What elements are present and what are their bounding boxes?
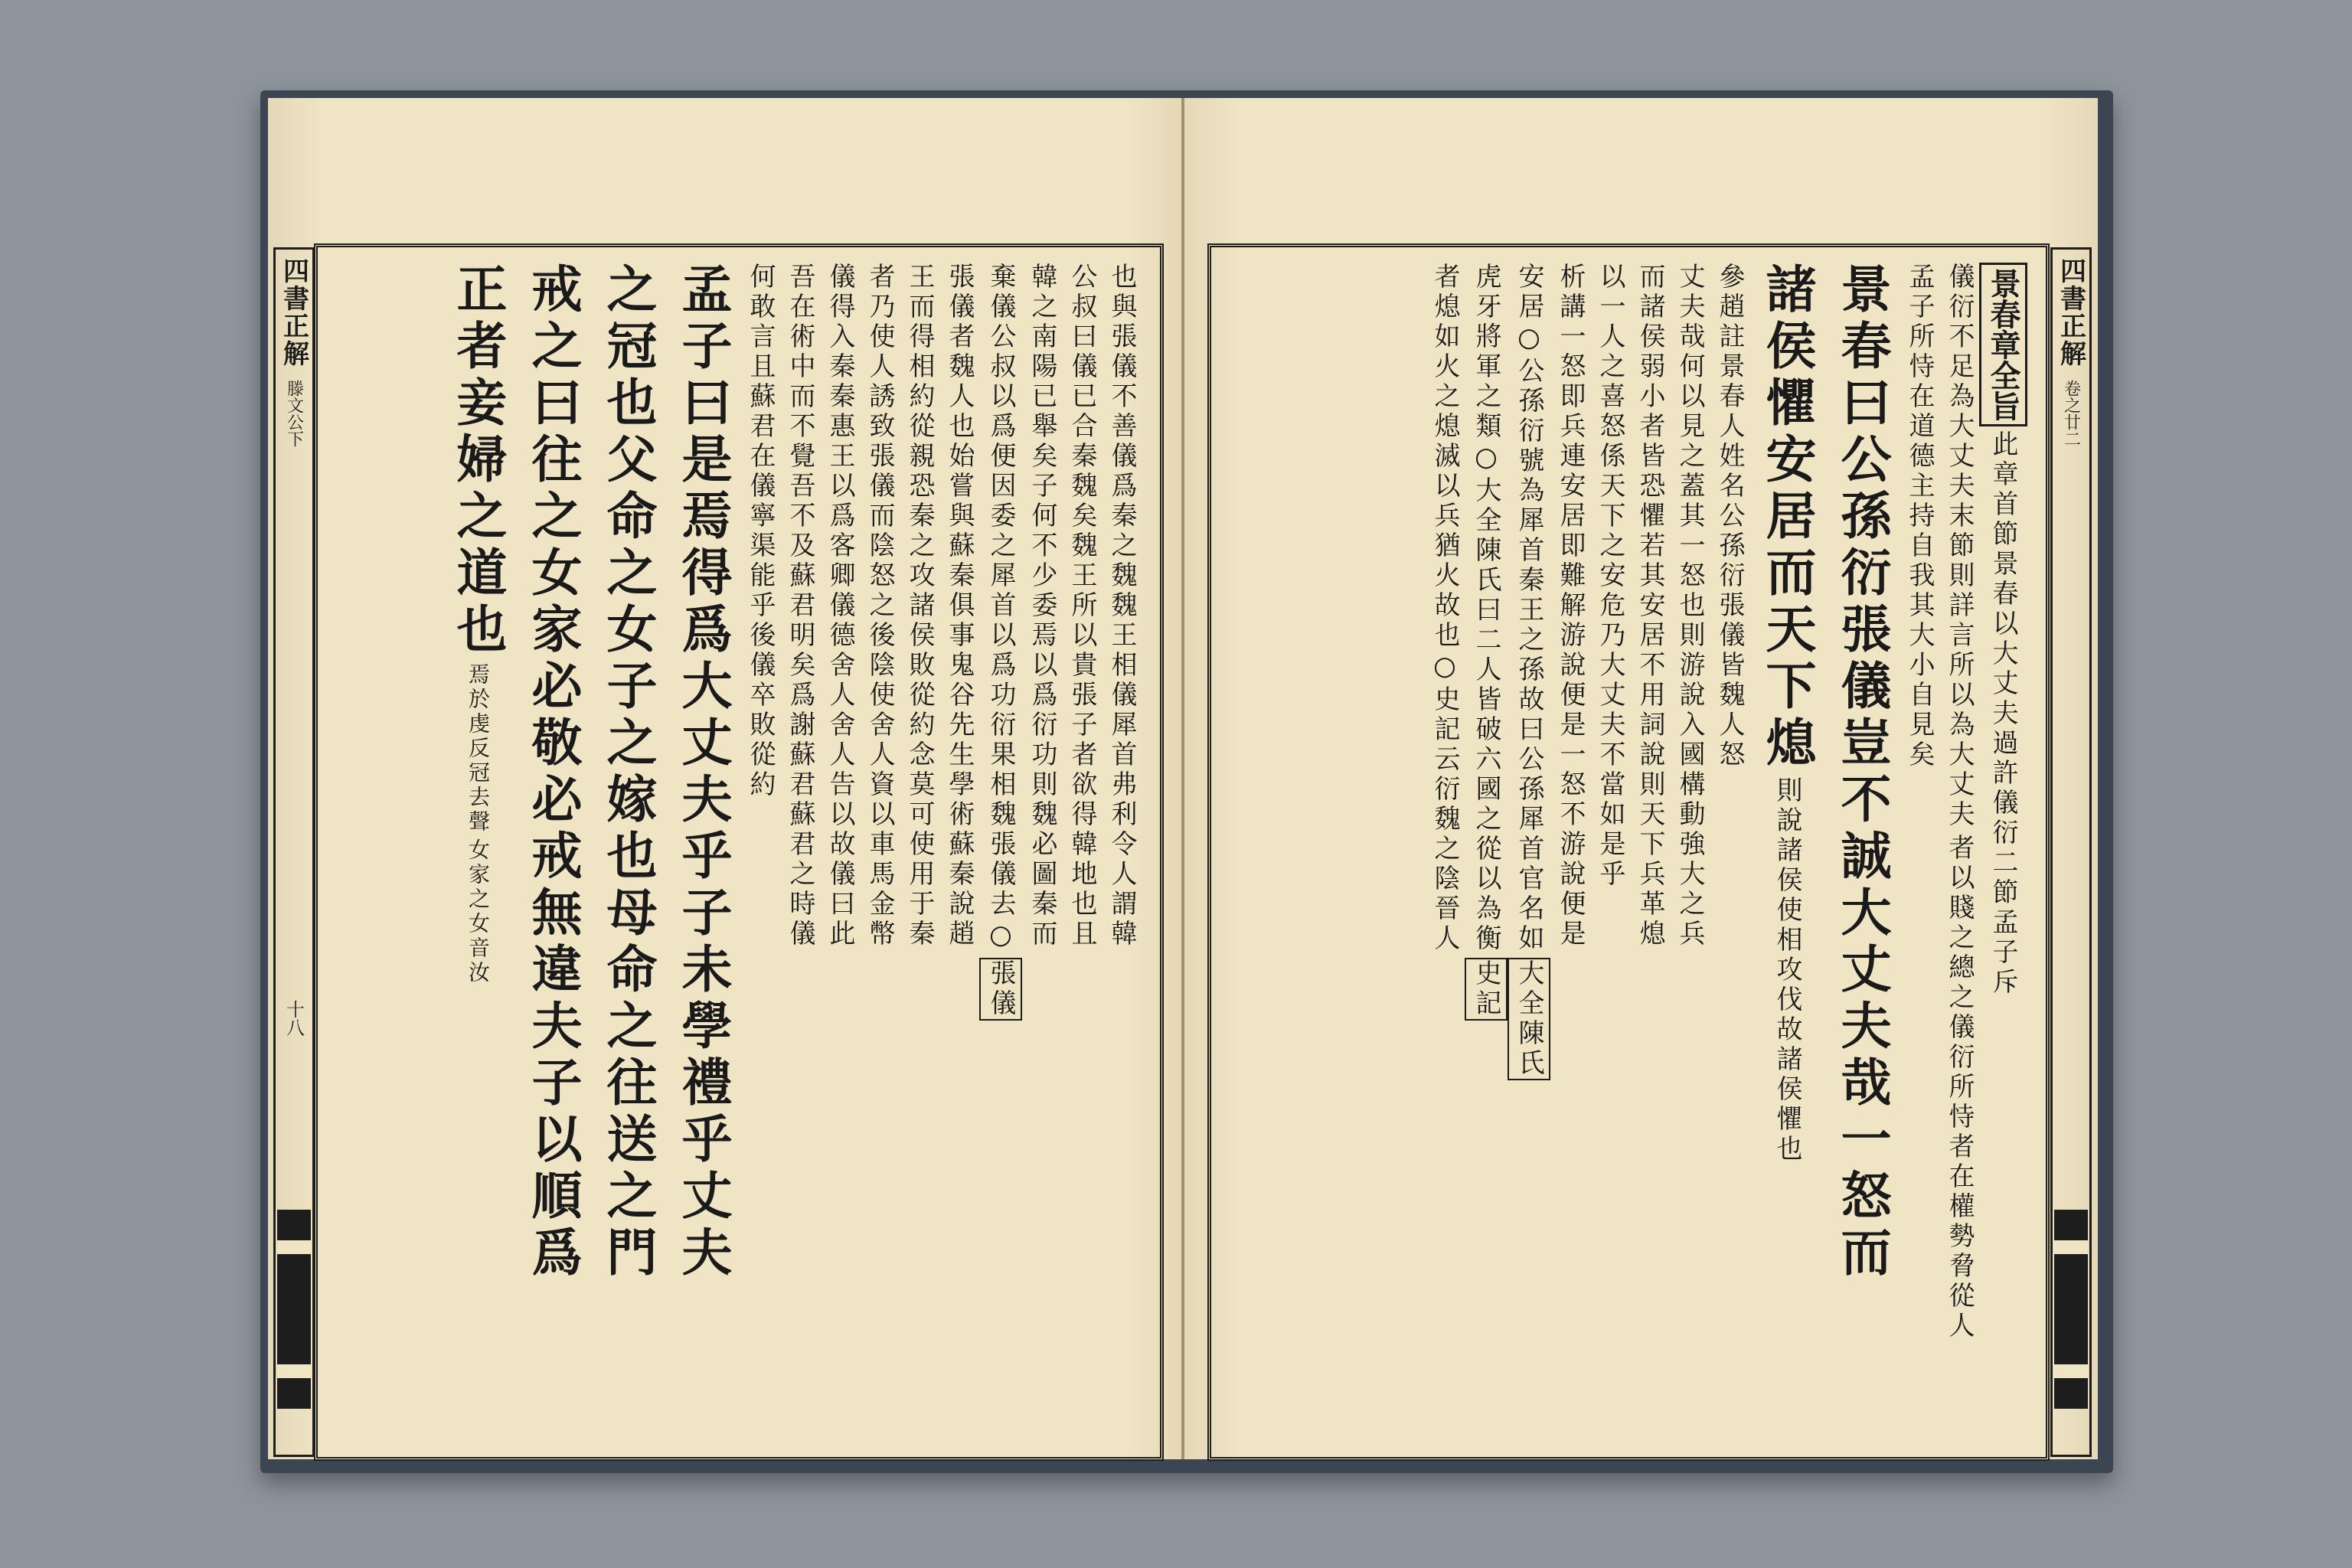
- main-text-column: 之冠也父命之女子之嫁也母命之往送之門: [598, 263, 658, 1282]
- commentary-column: 析講一怒即兵連安居即難解游說便是一怒不游說便是: [1555, 263, 1586, 949]
- commentary-column: 棄儀公叔以爲便因委之犀首以爲功衍果相魏張儀去○: [985, 263, 1016, 954]
- commentary-column: 儀得入秦秦惠王以爲客卿儀德舍人舍人告以故儀曰此: [825, 263, 855, 949]
- commentary-column: 者熄如火之熄滅以兵猶火故也○史記云衍魏之陰晉人: [1429, 263, 1460, 954]
- commentary-column: 以一人之喜怒係天下之安危乃大丈夫不當如是乎: [1595, 263, 1625, 890]
- commentary-column: 安居○公孫衍號為犀首秦王之孫故曰公孫犀首官名如: [1514, 263, 1544, 954]
- main-text-column: 戒之曰往之女家必敬必戒無違夫子以順爲: [523, 263, 583, 1282]
- commentary-column: 者乃使人誘致張儀而陰怒之後陰使舍人資以車馬金幣: [864, 263, 895, 949]
- commentary-column: 而諸侯弱小者皆恐懼若其安居不用詞說則天下兵革熄: [1635, 263, 1665, 949]
- commentary-column: 何敢言且蘇君在儀寧渠能乎後儀卒敗從約: [745, 263, 776, 800]
- left-edge-strip: [273, 247, 315, 1457]
- main-text-column: 諸侯懼安居而天下熄: [1757, 263, 1817, 773]
- main-text-column: 孟子曰是焉得爲大丈夫乎子未學禮乎丈夫: [673, 263, 733, 1282]
- summary-column: 孟子所恃在道德主持自我其大小自見矣: [1904, 263, 1935, 770]
- commentary-column: 吾在術中而不覺吾不及蘇君明矣爲謝蘇君蘇君之時儀: [785, 263, 815, 949]
- commentary-column: 丈夫哉何以見之蓋其一怒也則游說入國構動強大之兵: [1674, 263, 1705, 949]
- right-edge-title: 四書正解: [2055, 257, 2086, 368]
- left-page: [268, 98, 1181, 1459]
- fish-tail-mark: [277, 1210, 311, 1409]
- tag-shiji: 史記: [1465, 958, 1508, 1021]
- right-edge-subtitle: 卷之廿二: [2061, 380, 2081, 447]
- fish-tail-mark: [2054, 1210, 2088, 1409]
- right-text-block: [1207, 243, 2086, 1461]
- phonetic-note: 女家之女音汝: [466, 838, 491, 986]
- main-text-column: 正者妾婦之道也: [448, 263, 508, 659]
- commentary-column: 王而得相約從親恐秦之攻諸侯敗從約念莫可使用于秦: [904, 263, 935, 949]
- tag-daquan: 大全陳氏: [1508, 958, 1550, 1080]
- right-text-area: [1230, 263, 2027, 1442]
- commentary-column: 則說諸侯使相攻伐故諸侯懼也: [1772, 776, 1802, 1165]
- page-number: 十八: [283, 1000, 305, 1037]
- open-book: [260, 90, 2113, 1473]
- commentary-column: 也與張儀不善儀爲秦之魏魏王相儀犀首弗利令人謂韓: [1106, 263, 1137, 949]
- right-edge-strip: [2050, 247, 2092, 1457]
- summary-column: 者以賤之總之儀衍所恃者在權勢脅從人: [1944, 834, 1975, 1342]
- commentary-column: 公叔曰儀已合秦魏矣魏王所以貴張子者欲得韓地也且: [1067, 263, 1097, 949]
- main-text-column: 景春曰公孫衍張儀豈不誠大丈夫哉一怒而: [1832, 263, 1892, 1282]
- right-page: [1184, 98, 2098, 1459]
- tag-zhang-yi: 張儀: [979, 958, 1022, 1021]
- commentary-column: 張儀者魏人也始嘗與蘇秦俱事鬼谷先生學術蘇秦說趙: [944, 263, 975, 949]
- left-text-area: [336, 263, 1142, 1442]
- summary-column: 此章首節景春以大丈夫過許儀衍二節孟子斥: [1988, 430, 2018, 998]
- summary-column: 儀衍不足為大丈夫末節則詳言所以為大丈夫: [1944, 263, 1975, 830]
- commentary-column: 參趙註景春人姓名公孫衍張儀皆魏人怒: [1714, 263, 1745, 770]
- chapter-label: 景春章全旨: [1979, 263, 2027, 426]
- phonetic-note: 焉於虔反冠去聲: [466, 663, 491, 835]
- commentary-column: 虎牙將軍之類○大全陳氏曰二人皆破六國之從以為衡: [1471, 263, 1501, 954]
- left-edge-subtitle: 滕文公下: [284, 380, 304, 447]
- left-text-block: [278, 243, 1164, 1461]
- commentary-column: 韓之南陽已舉矣子何不少委焉以爲衍功則魏必圖秦而: [1027, 263, 1057, 949]
- left-edge-title: 四書正解: [278, 257, 309, 368]
